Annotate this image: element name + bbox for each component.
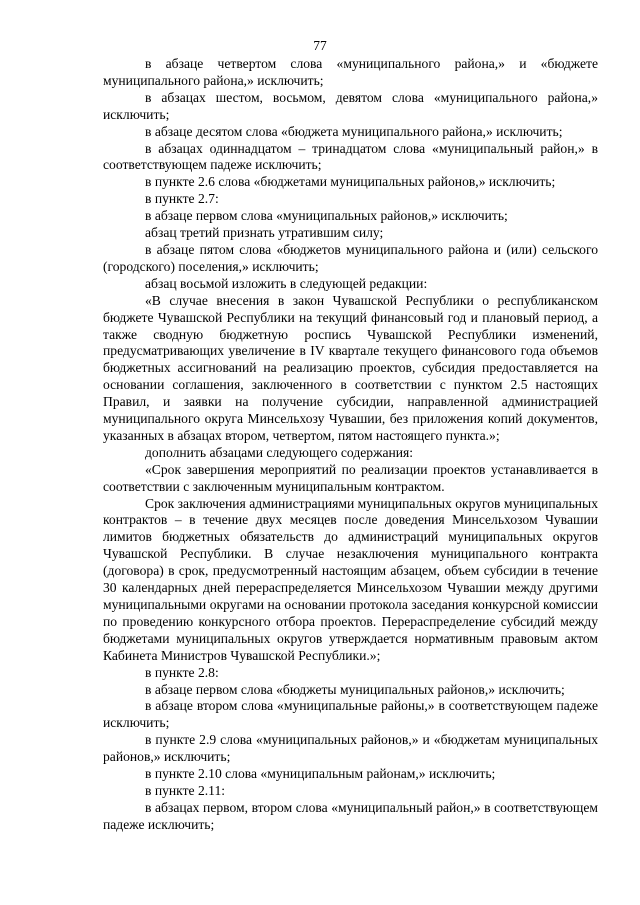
paragraph: в пункте 2.9 слова «муниципальных районов,» и «бюджетам муниципальных районов,» исключить;: [103, 732, 598, 765]
paragraph: в пункте 2.8:: [145, 664, 219, 680]
paragraph: в абзацах первом, втором слова «муниципальный район,» в соответствующем падеже исключить;: [103, 799, 598, 832]
paragraph: в абзаце четвертом слова «муниципального района,» и «бюджете муниципального района,» исключить;: [103, 56, 598, 88]
paragraph: дополнить абзацами следующего содержания:: [145, 444, 414, 460]
paragraph: в пункте 2.6 слова «бюджетами муниципальных районов,» исключить;: [145, 174, 556, 190]
paragraph: Срок заключения администрациями муниципальных округов муниципальных контрактов – в течение двух месяцев после доведения Минсельхозом Чувашии лимитов бюджетных обязательств до администраций муниципальных округов Чувашской Республики. В случае незаключения муниципального контракта (договора) в срок, предусмотренный настоящим абзацем, объем субсидии в течение 30 календарных дней перераспределяется Минсельхозом Чувашии между другими муниципальными округами на основании протокола заседания конкурсной комиссии по проведению конкурсного отбора проектов. Перераспределение субсидий между бюджетами муниципальных округов утверждается нормативным правовым актом Кабинета Министров Чувашской Республики.»;: [103, 495, 598, 663]
paragraph: в пункте 2.11:: [145, 782, 226, 798]
paragraph: в абзаце десятом слова «бюджета муниципального района,» исключить;: [145, 123, 563, 139]
paragraph: в абзаце пятом слова «бюджетов муниципального района и (или) сельского (городского) поселения,» исключить;: [103, 241, 598, 274]
page-number: 77: [313, 38, 327, 53]
paragraph: абзац восьмой изложить в следующей редакции:: [145, 275, 428, 291]
paragraph: в абзаце первом слова «бюджеты муниципальных районов,» исключить;: [145, 681, 565, 697]
paragraph: в абзаце втором слова «муниципальные районы,» в соответствующем падеже исключить;: [103, 698, 598, 731]
paragraph: в абзацах одиннадцатом – тринадцатом слова «муниципальный район,» в соответствующем падеже исключить;: [103, 140, 598, 173]
document-body: [103, 56, 598, 834]
paragraph: «В случае внесения в закон Чувашской Республики о республиканском бюджете Чувашской Республики на текущий финансовый год и плановый период, а также сводную бюджетную роспись Чувашской Республики изменений, предусматривающих увеличение в IV квартале текущего финансового года объемов бюджетных ассигнований на реализацию проектов, субсидия предоставляется на основании соглашения, заключенного в соответствии с пунктом 2.5 настоящих Правил, и заявки на получение субсидии, направленной администрацией муниципального округа Минсельхозу Чувашии, без приложения копий документов, указанных в абзацах втором, четвертом, пятом настоящего пункта.»;: [103, 292, 598, 443]
paragraph: в пункте 2.7:: [145, 191, 219, 207]
paragraph: в абзаце первом слова «муниципальных районов,» исключить;: [145, 208, 508, 224]
paragraph: в абзацах шестом, восьмом, девятом слова «муниципального района,» исключить;: [103, 89, 598, 122]
paragraph: в пункте 2.10 слова «муниципальным районам,» исключить;: [145, 766, 496, 782]
paragraph: «Срок завершения мероприятий по реализации проектов устанавливается в соответствии с заключенным муниципальным контрактом.: [103, 461, 598, 494]
paragraph: абзац третий признать утратившим силу;: [145, 225, 384, 241]
